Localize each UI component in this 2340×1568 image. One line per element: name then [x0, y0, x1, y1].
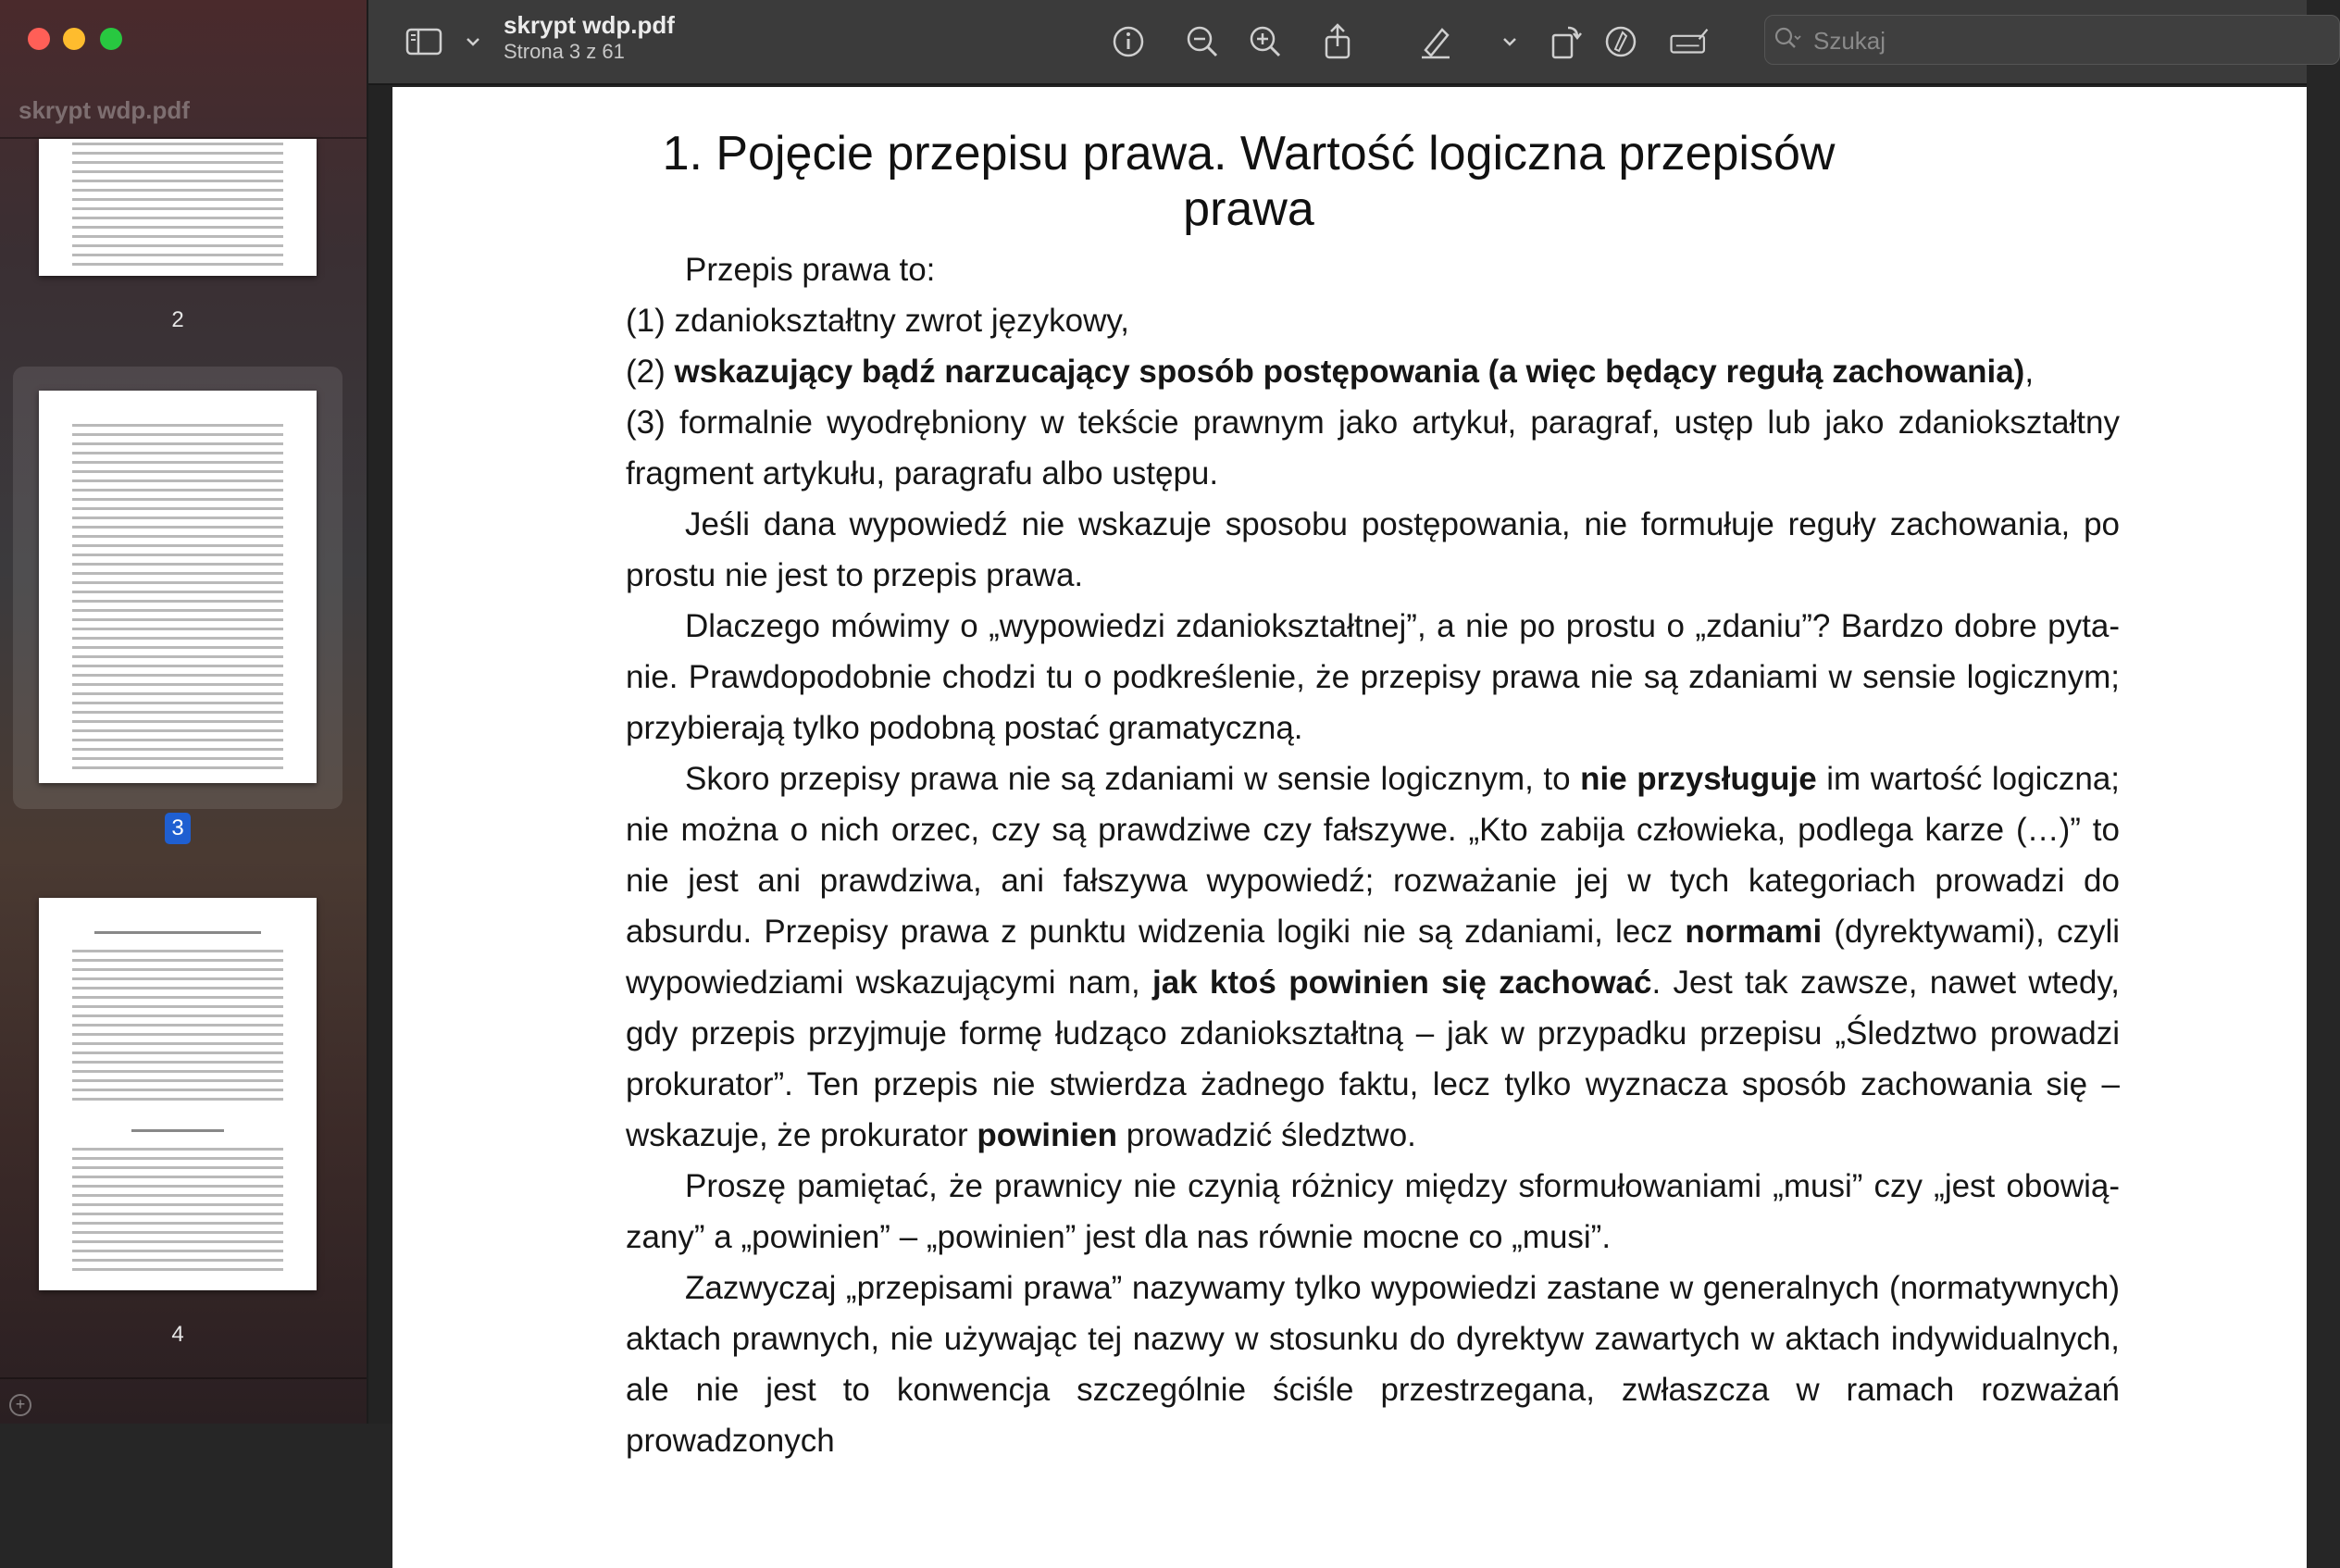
paragraph: Proszę pamiętać, że prawnicy nie czynią różnicy między sformułowaniami „musi” czy „jest obowiązany” a „powinien” – „powinien” jest dla nas równie mocne co „musi”.: [626, 1168, 2120, 1255]
maximize-window-button[interactable]: [100, 28, 122, 50]
rotate-icon[interactable]: [1544, 20, 1587, 63]
search-field[interactable]: [1764, 15, 2340, 65]
document-title: skrypt wdp.pdf: [504, 11, 675, 39]
paragraph: Dlaczego mówimy o „wypowiedzi zdaniokształtnej”, a nie po prostu o „zdaniu”? Bardzo dobre pytanie. Prawdopodobnie chodzi tu o podkreślenie, że przepisy prawa nie są zdaniami w sensie logicznym; przybierają tylko podobną postać gramatyczną.: [626, 608, 2120, 746]
text-span: ,: [2024, 354, 2035, 390]
add-icon[interactable]: +: [9, 1394, 31, 1416]
page-number-label-selected: 3: [165, 813, 191, 844]
text-span: (dyrektywami), czyli wypowiedziami wskazującymi nam,: [626, 914, 2120, 1001]
divider: [0, 1377, 367, 1379]
pdf-page: [392, 87, 2307, 1568]
text-span: prowadzić śledztwo.: [1116, 1117, 1416, 1153]
text-span: im wartość logiczna; nie można o nich orzec, czy są prawdziwe czy fałszywe. „Kto zabija człowieka, podlega karze (…)” to nie jest ani prawdziwa, ani fałszywa wypowiedź; rozważanie jej w tych kategoriach prowadzi do absurdu. Przepisy prawa z punktu widzenia logiki nie są zdaniami, lecz: [626, 761, 2121, 950]
text-span: (2): [626, 354, 675, 390]
page-thumbnail-4[interactable]: [39, 898, 317, 1290]
zoom-in-icon[interactable]: [1244, 20, 1287, 63]
sidebar-title: skrypt wdp.pdf: [19, 96, 190, 124]
close-window-button[interactable]: [28, 28, 50, 50]
bold-text: jak ktoś powinien się zachować: [1151, 964, 1652, 1001]
sidebar-toggle-icon[interactable]: [404, 20, 446, 63]
paragraph: Przepis prawa to:: [685, 252, 936, 288]
search-icon: [1771, 23, 1804, 56]
paragraph: Jeśli dana wypowiedź nie wskazuje sposobu postępowania, nie formułuje reguły zachowania, po prostu nie jest to przepis prawa.: [626, 506, 2120, 593]
minimize-window-button[interactable]: [63, 28, 85, 50]
page-indicator: Strona 3 z 61: [504, 40, 625, 63]
thumbnail-sidebar: [0, 0, 368, 1424]
chevron-down-icon[interactable]: [1488, 20, 1511, 63]
list-item: (1) zdaniokształtny zwrot językowy,: [626, 303, 1129, 339]
list-item: [626, 346, 2120, 397]
info-icon[interactable]: [1107, 20, 1150, 63]
paragraph: [626, 753, 2120, 1161]
list-item: (3) formalnie wyodrębniony w tekście prawnym jako artykuł, paragraf, ustęp lub jako zdaniokształtny fragment artykułu, paragrafu albo ustępu.: [626, 404, 2120, 492]
zoom-out-icon[interactable]: [1181, 20, 1224, 63]
page-thumbnail-3[interactable]: [39, 391, 317, 783]
search-input[interactable]: [1811, 16, 2334, 66]
toolbar: [368, 0, 2307, 85]
chevron-down-icon[interactable]: [452, 20, 474, 63]
bold-text: nie przysługuje: [1580, 761, 1817, 797]
page-thumbnail-2[interactable]: [39, 139, 317, 276]
document-viewport[interactable]: [368, 85, 2307, 1459]
share-icon[interactable]: [1316, 20, 1359, 63]
text-span: . Jest tak zawsze, nawet wtedy, gdy przepis przyjmuje formę łudząco zdaniokształtną – jak w przypadku przepisu „Śledztwo prowadzi prokurator”. Ten przepis nie stwierdza żadnego faktu, lecz tylko wyznacza sposób zachowania się – wskazuje, że prokurator: [626, 964, 2120, 1153]
page-body: [626, 244, 2120, 1466]
page-number-label: 2: [171, 307, 184, 332]
paragraph: Zazwyczaj „przepisami prawa” nazywamy tylko wypowiedzi zastane w generalnych (normatywnych) aktach prawnych, nie używając tej nazwy w stosunku do dyrektyw zawartych w aktach indywidualnych, ale nie jest to konwencja szczególnie ściśle przestrzegana, zwłaszcza w ramach rozważań prowadzonych: [626, 1270, 2120, 1459]
signature-icon[interactable]: [1668, 20, 1716, 63]
text-span: Skoro przepisy prawa nie są zdaniami w sensie logicznym, to: [685, 761, 1581, 797]
bold-text: wskazujący bądź narzucający sposób postępowania (a więc będący regułą zachowania): [674, 354, 2025, 390]
markup-icon[interactable]: [1599, 20, 1642, 63]
page-heading: 1. Pojęcie przepisu prawa. Wartość logiczna przepisów prawa: [662, 127, 1836, 236]
page-number-label: 4: [171, 1322, 184, 1347]
highlight-icon[interactable]: [1414, 20, 1457, 63]
bold-text: powinien: [977, 1117, 1117, 1153]
bold-text: normami: [1685, 914, 1823, 950]
